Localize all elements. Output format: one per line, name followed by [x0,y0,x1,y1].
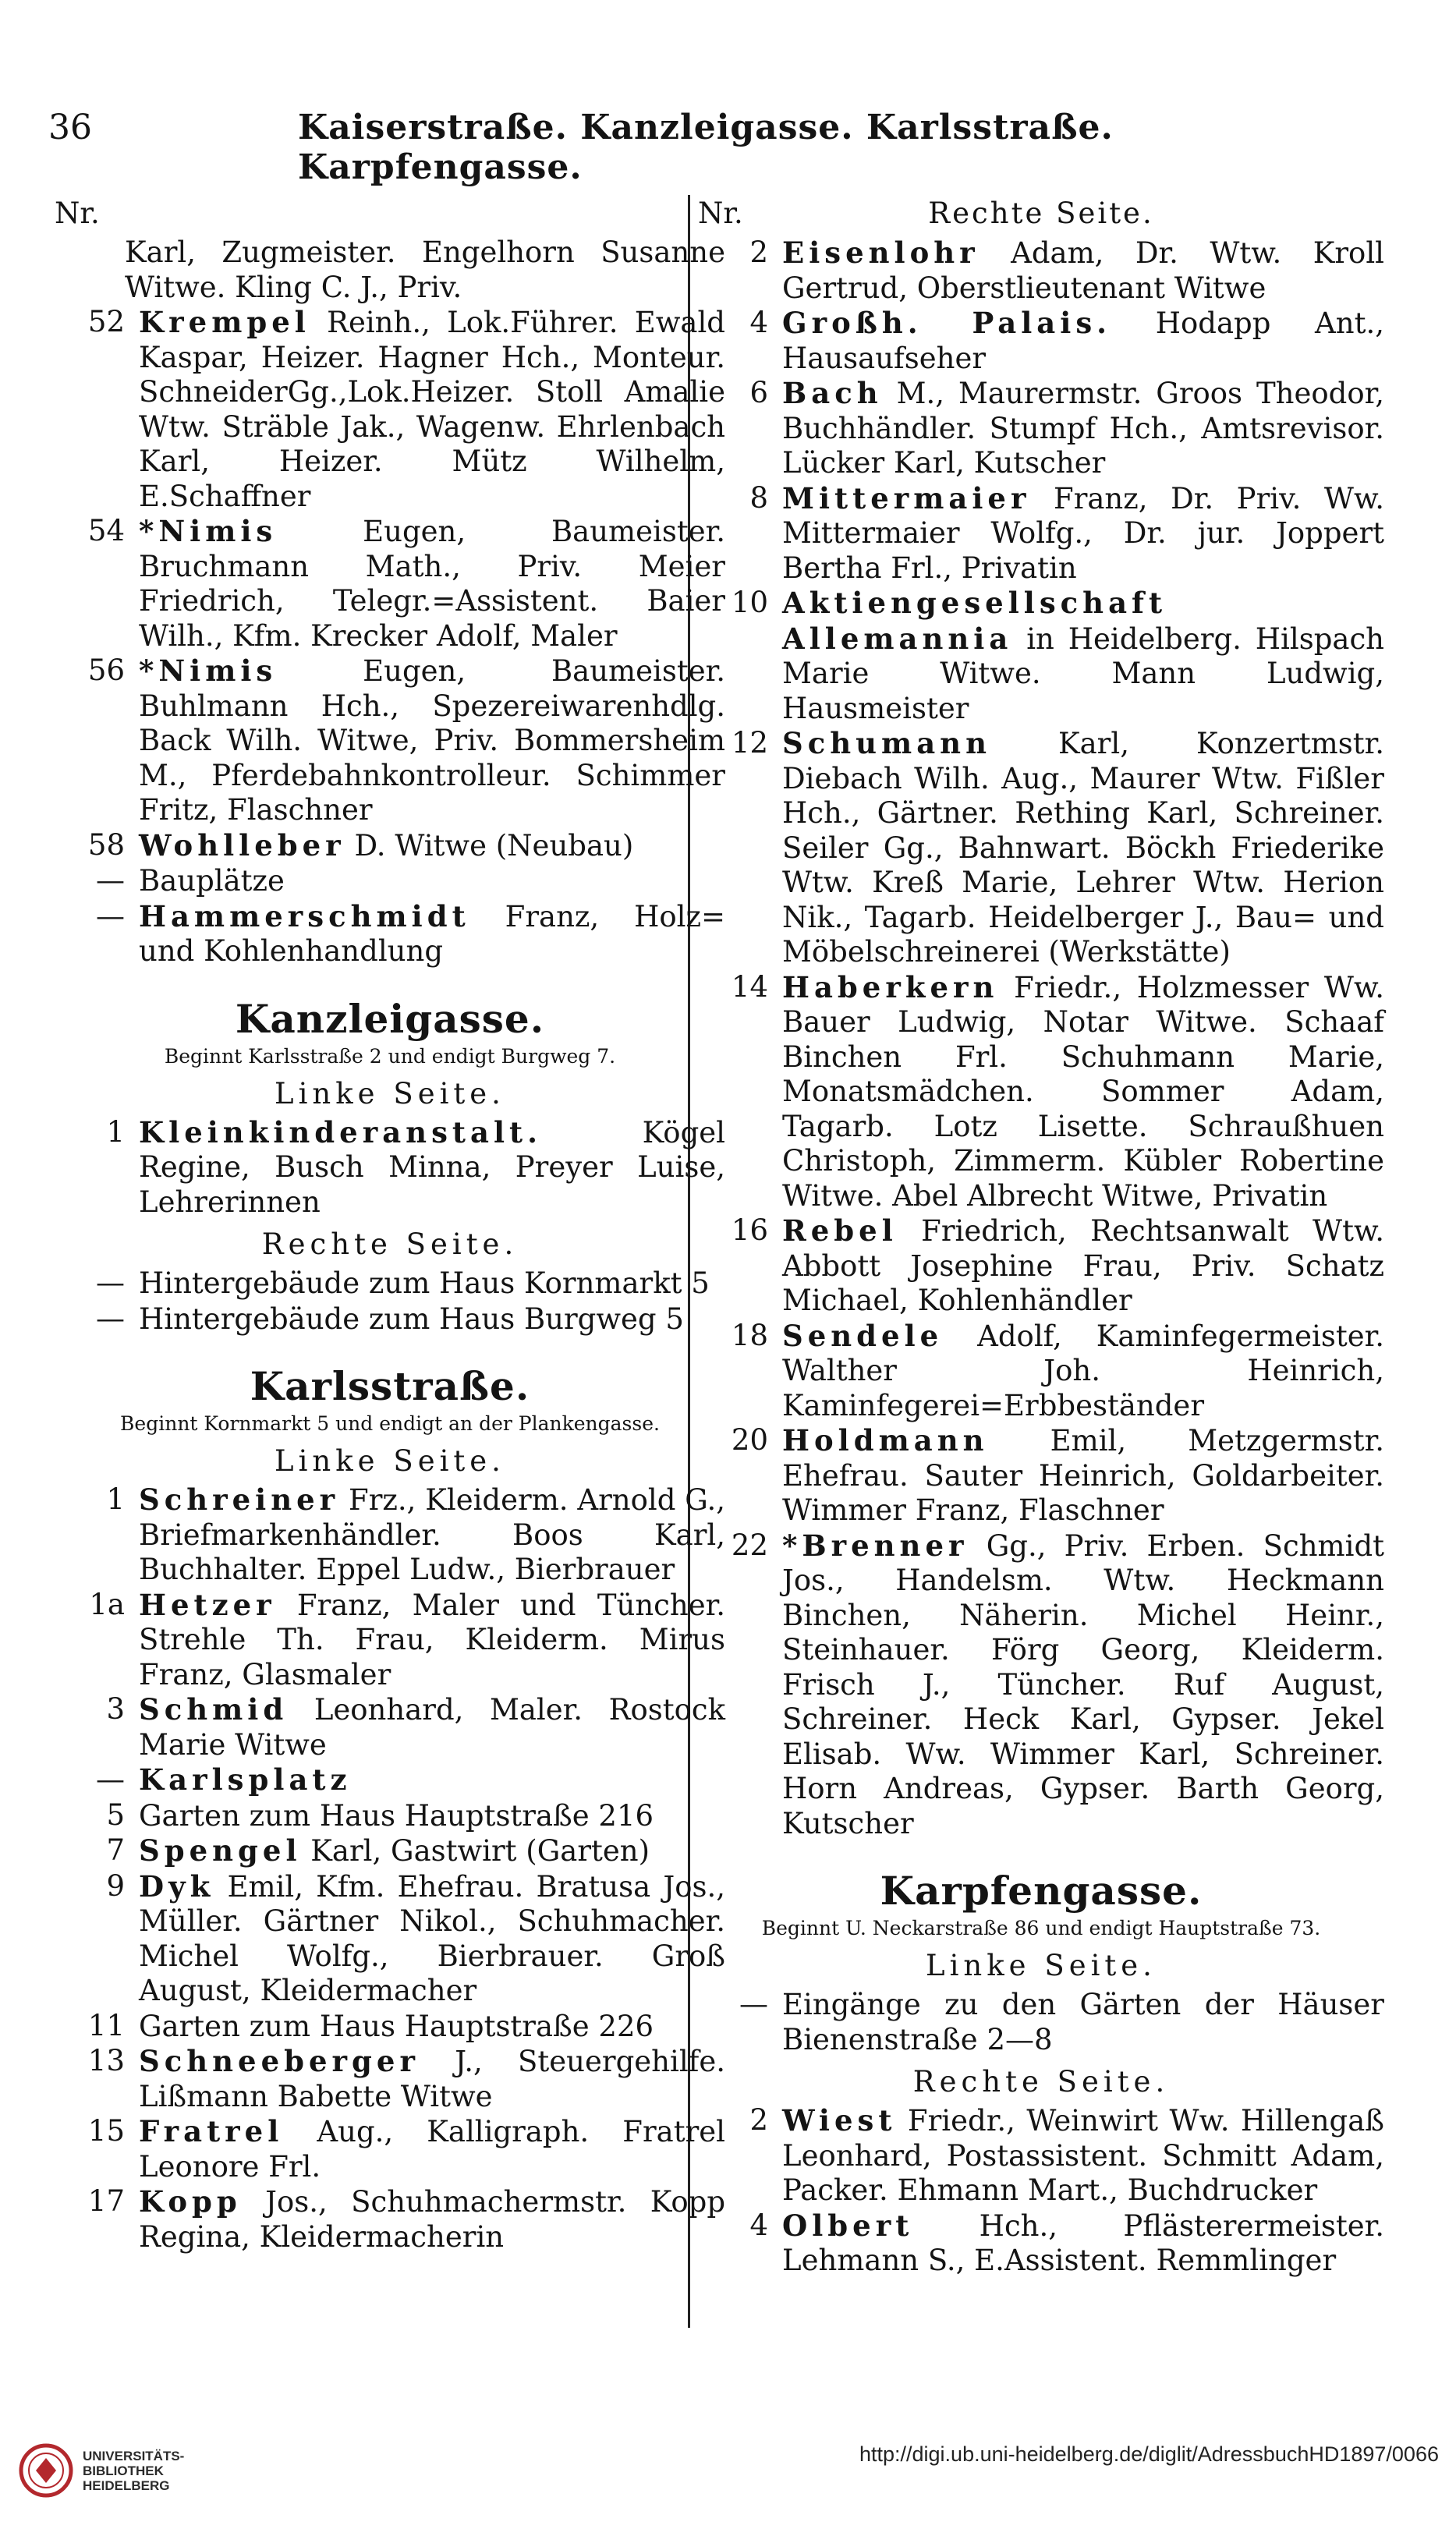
residents-text: Frz., Kleiderm. Arnold G., Briefmarkenhändler. Boos Karl, Buchhalter. Eppel Ludw., Bierbrauer [139,1483,725,1586]
entry-text [782,376,1384,481]
residents-text: Jos., Schuhmachermstr. Kopp Regina, Kleidermacherin [139,2185,725,2254]
entry-text [139,899,725,969]
residents-text: Karl, Gastwirt (Garten) [310,1834,650,1868]
directory-entry [698,1423,1384,1528]
house-number: — [96,863,125,897]
house-number: 58 [87,827,125,862]
owner-name: Bach [782,376,883,410]
right-column [698,197,1384,2279]
entries-kanzleigasse-linke [55,1115,725,1220]
owner-name: Karlsplatz [139,1762,352,1797]
owner-name: Eisenlohr [782,236,980,270]
directory-entry [698,1319,1384,1424]
house-number: 1 [106,1482,125,1516]
owner-name: Mittermaier [782,480,1031,515]
residents-text: Emil, Kfm. Ehefrau. Bratusa Jos., Müller. Gärtner Nikol., Schuhmacher. Michel Wolfg., Bierbrauer. Groß August, Kleidermacher [139,1869,725,2007]
digitization-footer [0,2408,1456,2536]
house-number: 20 [731,1423,768,1457]
entry-text [782,1213,1384,1319]
owner-name: Wiest [782,2103,897,2138]
directory-entry [55,1266,725,1302]
left-column [55,197,725,2254]
house-number: 14 [731,969,768,1004]
side-title-rechte-kanzleigasse: Rechte Seite. [261,1227,519,1261]
residents-text: Hintergebäude zum Haus Kornmarkt 5 [139,1266,710,1300]
entry-text [139,1833,725,1869]
directory-entry [698,481,1384,586]
directory-entry [55,828,725,864]
house-number: 15 [87,2114,125,2148]
residents-text: Leonhard, Maler. Rostock Marie Witwe [139,1693,726,1762]
residents-text: Eugen, Baumeister. Buhlmann Hch., Spezereiwarenhdlg. Back Wilh. Witwe, Priv. Bommersheim M., Pferdebahnkontrolleur. Schimmer Fritz, Flaschner [139,654,725,827]
owner-name: Kopp [139,2184,242,2219]
entry-text [139,1302,725,1337]
house-number: — [96,898,125,933]
directory-entry [55,1588,725,1693]
side-title-linke-karlsstrasse: Linke Seite. [275,1444,505,1478]
house-number: — [96,1762,125,1796]
entry-text [139,653,725,828]
entry-text [782,1319,1384,1424]
directory-entry [698,1987,1384,2057]
side-title-linke-kanzleigasse: Linke Seite. [275,1076,505,1110]
directory-entry [55,1482,725,1588]
directory-entry [55,514,725,653]
entry-text [782,726,1384,970]
directory-entry [698,1213,1384,1319]
page-header [48,108,1390,187]
residents-text: Garten zum Haus Hauptstraße 226 [139,2009,654,2043]
owner-name: Spengel [139,1833,302,1868]
directory-entry [55,653,725,828]
entry-text: Karl, Zugmeister. Engelhorn Susanne Witwe. Kling C. J., Priv. [125,236,725,304]
entries-kanzleigasse-rechte [55,1266,725,1337]
house-number: 8 [749,480,768,515]
residents-text: Eugen, Baumeister. Bruchmann Math., Priv. Meier Friedrich, Telegr.=Assistent. Baier Wilh., Kfm. Krecker Adolf, Maler [139,515,725,653]
house-number: 11 [87,2008,125,2042]
side-title-rechte: Rechte Seite. [928,197,1154,230]
entry-text [139,1692,725,1762]
owner-name: Fratrel [139,2114,284,2148]
house-number: 7 [106,1833,125,1867]
directory-entry [55,1798,725,1834]
house-number: — [739,1987,768,2021]
left-column-head [55,197,725,236]
house-number: 5 [106,1798,125,1832]
owner-name: Rebel [782,1213,898,1248]
owner-name: Wohlleber [139,827,345,862]
residents-text: Garten zum Haus Hauptstraße 216 [139,1798,654,1833]
entry-text [139,305,725,514]
right-column-head [698,197,1384,236]
residents-text: Adolf, Kaminfegermeister. Walther Joh. Heinrich, Kaminfegerei=Erbbeständer [782,1319,1385,1422]
directory-entry [698,236,1384,306]
directory-entry [698,2208,1384,2279]
entry-text [782,1528,1384,1842]
house-number: 2 [749,2103,768,2137]
directory-entry [55,1762,725,1798]
residents-text: J., Steuergehilfe. Lißmann Babette Witwe [139,2045,726,2113]
house-number: 1a [89,1587,125,1621]
house-number: 4 [749,306,768,339]
directory-entry [698,586,1384,726]
owner-name: *Nimis [139,653,278,688]
street-title-karpfengasse: Karpfengasse. [880,1868,1203,1914]
entries-karlsstrasse [55,1482,725,2254]
residents-text: in Heidelberg. Hilspach Marie Witwe. Mann Ludwig, Hausmeister [782,622,1384,725]
logo-line: HEIDELBERG [83,2478,170,2493]
source-url-link[interactable]: http://digi.ub.uni-heidelberg.de/diglit/AdressbuchHD1897/0066 [859,2442,1439,2466]
house-number: — [96,1266,125,1299]
directory-entry [55,2114,725,2184]
street-title-kanzleigasse: Kanzleigasse. [235,995,545,1042]
house-number: 2 [749,236,768,269]
house-number: 52 [87,305,125,338]
residents-text: Karl, Konzertmstr. Diebach Wilh. Aug., Maurer Wtw. Fißler Hch., Gärtner. Rething Karl, Schreiner. Seiler Gg., Bahnwart. Böckh Friederike Wtw. Kreß Marie, Lehrer Wtw. Herion Nik., Tagarb. Heidelberger J., Bau= und Möbelschreinerei (Werkstätte) [782,727,1384,969]
residents-text: D. Witwe (Neubau) [354,828,634,862]
directory-entry [55,863,725,899]
entries-kaiserstrasse-right [698,236,1384,1841]
entry-text [782,481,1384,586]
owner-name: *Brenner [782,1528,969,1563]
owner-name: Schmid [139,1692,289,1727]
house-number: 56 [87,653,125,687]
directory-entry [55,2009,725,2045]
house-number: — [96,1301,125,1335]
owner-name: Hetzer [139,1587,276,1622]
residents-text: Friedr., Weinwirt Ww. Hillengaß Leonhard, Postassistent. Schmitt Adam, Packer. Ehmann Mart., Buchdrucker [782,2104,1384,2207]
house-number: 1 [106,1114,125,1149]
owner-name: *Nimis [139,514,278,548]
side-title-rechte-karpfengasse: Rechte Seite. [912,2065,1170,2099]
street-description-karpfengasse: Beginnt U. Neckarstraße 86 und endigt Hauptstraße 73. [761,1917,1321,1939]
house-number: 22 [731,1528,768,1562]
directory-entry [55,899,725,969]
entry-text [139,1762,725,1798]
university-seal-icon [17,2432,75,2509]
residents-text: M., Maurermstr. Groos Theodor, Buchhändler. Stumpf Hch., Amtsrevisor. Lücker Karl, Kutscher [782,377,1384,480]
continued-entry [55,236,725,305]
street-description-karlsstrasse: Beginnt Kornmarkt 5 und endigt an der Plankengasse. [120,1412,660,1435]
house-number: 12 [731,726,768,760]
page-number: 36 [48,108,92,147]
entry-text [782,1423,1384,1528]
entry-text [782,586,1384,726]
house-number: 3 [106,1692,125,1726]
owner-name: Holdmann [782,1423,989,1457]
entry-text [782,970,1384,1214]
directory-entry [55,305,725,514]
owner-name: Großh. Palais. [782,306,1112,340]
owner-name: Schneeberger [139,2044,420,2078]
entry-text [139,1798,725,1834]
directory-entry [698,306,1384,376]
residents-text: Hch., Pflästerermeister. Lehmann S., E.Assistent. Remmlinger [782,2208,1384,2277]
owner-name: Dyk [139,1868,215,1904]
directory-entry [55,2184,725,2254]
entry-text [139,1588,725,1693]
library-logo-text [83,2449,184,2493]
street-description-kanzleigasse: Beginnt Karlsstraße 2 und endigt Burgweg 7. [164,1044,616,1068]
logo-line: UNIVERSITÄTS- [83,2449,185,2463]
house-number: 10 [731,586,768,619]
running-title: Kaiserstraße. Kanzleigasse. Karlsstraße. Karpfengasse. [298,108,1114,187]
residents-text: Franz, Maler und Tüncher. Strehle Th. Frau, Kleiderm. Mirus Franz, Glasmaler [139,1588,725,1691]
house-number: 17 [87,2184,125,2218]
directory-entry [698,970,1384,1214]
directory-entry [55,1692,725,1762]
owner-name: Sendele [782,1318,944,1353]
owner-name: Schumann [782,726,991,760]
nr-label: Nr. [55,197,100,230]
entry-text [139,863,725,899]
directory-entry [55,1833,725,1869]
owner-name: Krempel [139,305,310,339]
entry-text [139,1266,725,1302]
house-number: 54 [87,514,125,547]
entry-text [139,514,725,653]
entry-text [139,2009,725,2045]
entry-text [139,2044,725,2114]
residents-text: Aug., Kalligraph. Fratrel Leonore Frl. [139,2115,725,2184]
entry-text [139,828,725,864]
residents-text: Kögel Regine, Busch Minna, Preyer Luise, Lehrerinnen [139,1115,725,1219]
house-number: 9 [106,1868,125,1903]
entry-text [139,1869,725,2009]
entry-text [782,1987,1384,2057]
house-number: 4 [749,2208,768,2242]
residents-text: Friedr., Holzmesser Ww. Bauer Ludwig, Notar Witwe. Schaaf Binchen Frl. Schuhmann Marie, Monatsmädchen. Sommer Adam, Tagarb. Lotz Lisette. Schraußhuen Christoph, Zimmerm. Kübler Robertine Witwe. Abel Albrecht Witwe, Privatin [782,970,1384,1213]
residents-text: Gg., Priv. Erben. Schmidt Jos., Handelsm. Wtw. Heckmann Binchen, Näherin. Michel Heinr., Steinhauer. Förg Georg, Kleiderm. Frisch J., Tüncher. Ruf August, Schreiner. Heck Karl, Gypser. Jekel Elisab. Ww. Wimmer Karl, Schreiner. Horn Andreas, Gypser. Barth Georg, Kutscher [782,1528,1384,1840]
entry-text [782,236,1384,306]
residents-text: Reinh., Lok.Führer. Ewald Kaspar, Heizer. Hagner Hch., Monteur. SchneiderGg.,Lok.Heizer. Stoll Amalie Wtw. Sträble Jak., Wagenw. Ehrlenbach Karl, Heizer. Mütz Wilhelm, E.Schaffner [139,306,725,513]
entries-kaiserstrasse-left [55,305,725,969]
house-number: 18 [731,1318,768,1352]
directory-entry [55,1115,725,1220]
owner-name: Haberkern [782,969,999,1004]
entry-text [782,2103,1384,2208]
residents-text: Eingänge zu den Gärten der Häuser Bienenstraße 2—8 [782,1988,1384,2056]
house-number: 6 [749,376,768,409]
logo-line: BIBLIOTHEK [83,2463,164,2478]
owner-name: Schreiner [139,1482,340,1517]
side-title-linke-karpfengasse: Linke Seite. [926,1949,1157,1982]
directory-entry [55,1869,725,2009]
residents-text: Franz, Holz= und Kohlenhandlung [139,899,726,968]
residents-text: Hodapp Ant., Hausaufseher [782,306,1384,375]
directory-entry [55,2044,725,2114]
entries-karpfengasse-rechte [698,2103,1384,2279]
entry-text [139,2114,725,2184]
nr-label: Nr. [698,197,743,230]
owner-name: Aktiengesellschaft Allemannia [782,586,1167,656]
library-logo[interactable] [17,2432,189,2509]
entry-text [139,1482,725,1588]
residents-text: Hintergebäude zum Haus Burgweg 5 [139,1302,684,1336]
entry-text [782,306,1384,376]
owner-name: Kleinkinderanstalt. [139,1114,543,1149]
entries-karpfengasse-linke [698,1987,1384,2057]
entry-text [139,2184,725,2254]
entry-text [139,1115,725,1220]
street-title-karlsstrasse: Karlsstraße. [250,1363,530,1409]
owner-name: Olbert [782,2208,914,2243]
directory-entry [698,726,1384,970]
residents-text: Emil, Metzgermstr. Ehefrau. Sauter Heinrich, Goldarbeiter. Wimmer Franz, Flaschner [782,1424,1384,1527]
house-number: 16 [731,1213,768,1247]
residents-text: Friedrich, Rechtsanwalt Wtw. Abbott Josephine Frau, Priv. Schatz Michael, Kohlenhändler [782,1214,1384,1317]
directory-entry [698,376,1384,481]
entry-text [782,2208,1384,2279]
directory-entry [55,1302,725,1337]
residents-text: Bauplätze [139,864,285,898]
house-number: 13 [87,2044,125,2077]
residents-text: Franz, Dr. Priv. Ww. Mittermaier Wolfg., Dr. jur. Joppert Bertha Frl., Privatin [782,481,1384,585]
owner-name: Hammerschmidt [139,898,470,933]
directory-entry [698,2103,1384,2208]
directory-entry [698,1528,1384,1842]
residents-text: Adam, Dr. Wtw. Kroll Gertrud, Oberstlieutenant Witwe [782,236,1384,305]
